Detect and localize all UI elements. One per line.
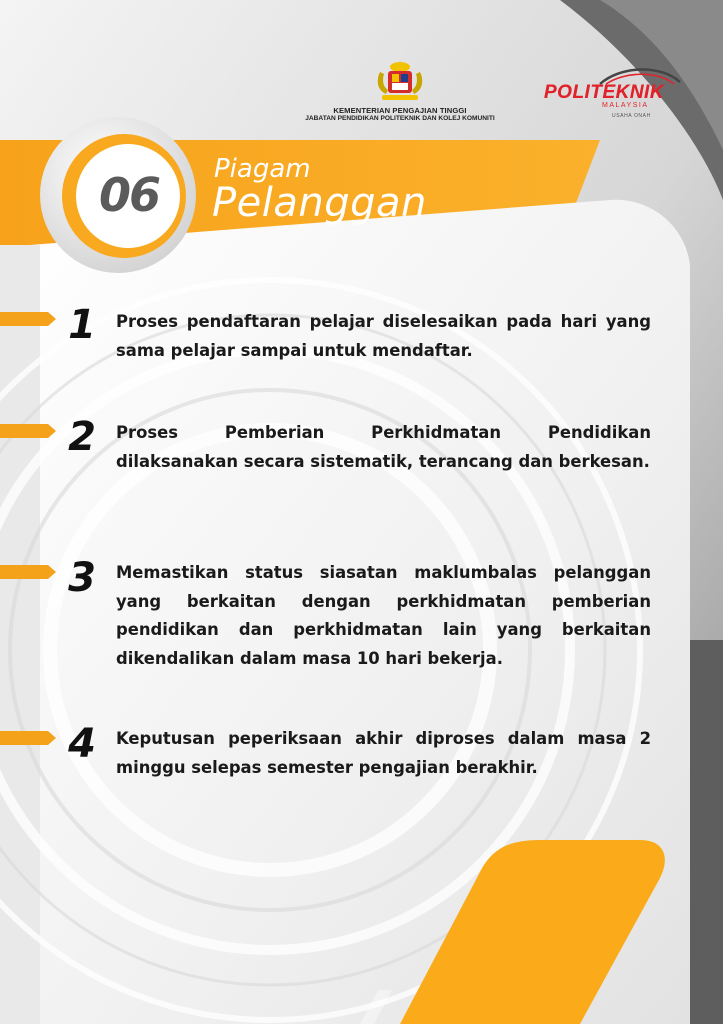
item-text: Proses pendaftaran pelajar diselesaikan pada hari yang sama pelajar sampai untuk mendaftar. bbox=[116, 312, 651, 360]
politeknik-tagline: USAHA ONAH bbox=[612, 113, 651, 119]
title-line1: Piagam bbox=[214, 154, 311, 184]
title-line2: Pelanggan bbox=[212, 180, 427, 226]
item-number: 4 bbox=[68, 721, 96, 767]
item-number: 1 bbox=[68, 302, 96, 348]
section-number: 06 bbox=[98, 168, 159, 222]
item-text: Memastikan status siasatan maklumbalas pelanggan yang berkaitan dengan perkhidmatan pemberian pendidikan dan perkhidmatan lain yang berkaitan dikendalikan dalam masa 10 hari bekerja. bbox=[116, 563, 651, 668]
item-text: Keputusan peperiksaan akhir diproses dalam masa 2 minggu selepas semester pengajian berakhir. bbox=[116, 729, 651, 777]
ministry-header bbox=[270, 60, 530, 123]
item-text: Proses Pemberian Perkhidmatan Pendidikan dilaksanakan secara sistematik, terancang dan berkesan. bbox=[116, 423, 651, 471]
ministry-name: KEMENTERIAN PENGAJIAN TINGGI bbox=[333, 106, 467, 115]
item-number: 3 bbox=[68, 555, 96, 601]
politeknik-brand-text: POLITEKNIK bbox=[544, 82, 665, 103]
politeknik-country-text: MALAYSIA bbox=[602, 102, 649, 109]
politeknik-logo bbox=[540, 62, 690, 124]
department-name: JABATAN PENDIDIKAN POLITEKNIK DAN KOLEJ KOMUNITI bbox=[305, 115, 495, 122]
item-number: 2 bbox=[68, 414, 96, 460]
coat-of-arms-logo bbox=[374, 60, 426, 104]
